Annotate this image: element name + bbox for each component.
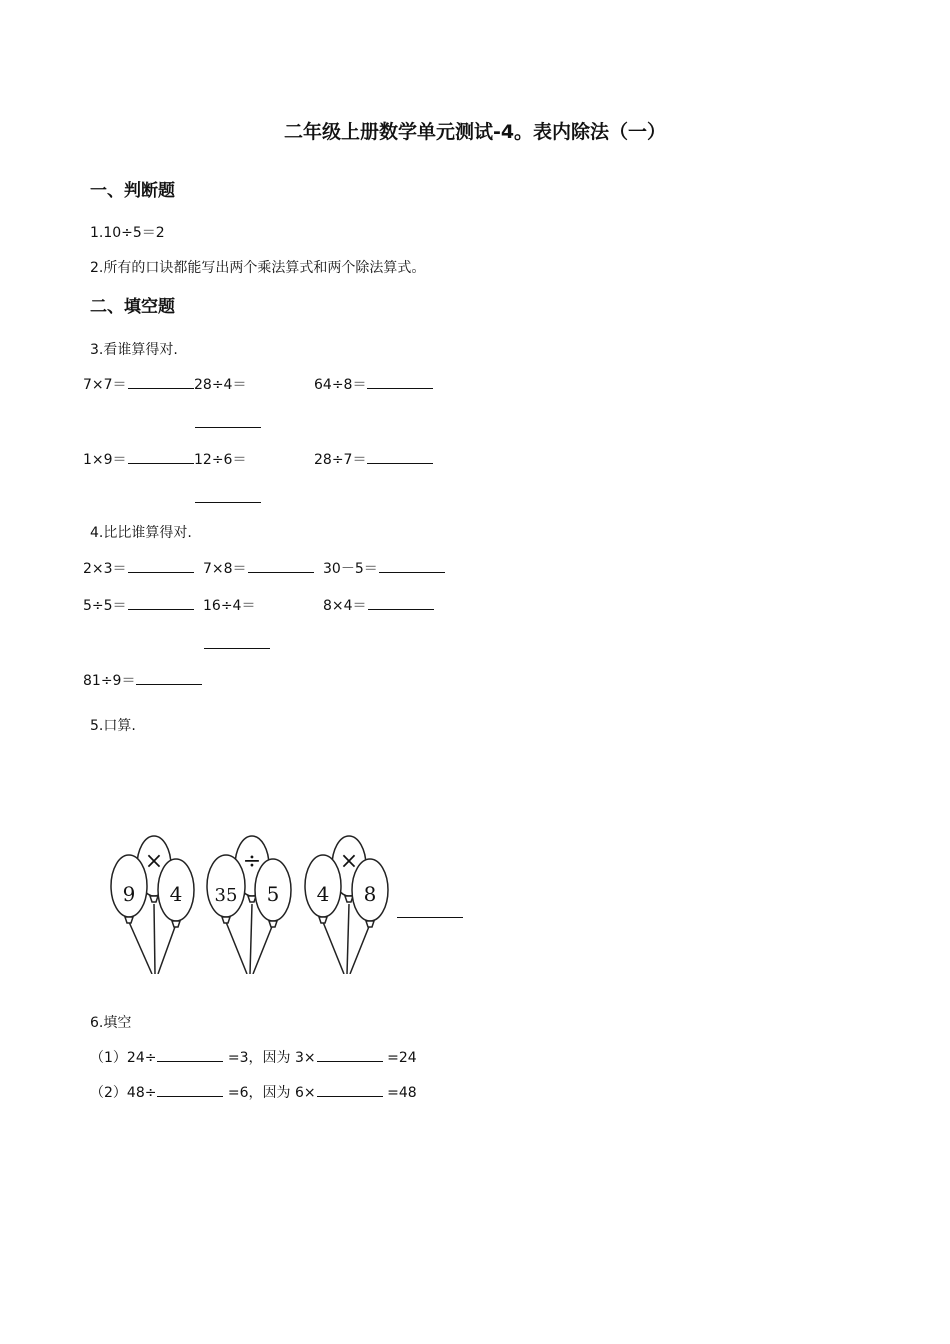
q4-item-text: 8×4＝ [323,598,367,614]
q3-item-text: 7×7＝ [83,377,127,393]
answer-blank[interactable] [248,558,314,573]
balloon-number: 4 [316,882,330,906]
balloon-number: 4 [169,882,183,906]
q4-item [323,558,445,578]
answer-blank[interactable] [157,1082,223,1097]
q3-item [314,449,433,469]
q6-text: =3，因为 3× [227,1050,316,1066]
q4-item-text: 81÷9＝ [83,673,136,689]
q6-text: 48÷ [126,1085,157,1101]
balloon-operator: ÷ [242,849,262,874]
answer-blank[interactable] [128,595,194,610]
question-3-prompt: 3.看谁算得对. [90,342,178,358]
q3-item [194,449,246,469]
balloon-number: 8 [363,882,377,906]
question-2: 2.所有的口诀都能写出两个乘法算式和两个除法算式。 [90,260,426,276]
q4-item [203,595,255,615]
q3-item [83,449,194,469]
question-1: 1.10÷5＝2 [90,225,165,241]
answer-blank[interactable] [317,1047,383,1062]
q3-item [83,374,194,394]
answer-blank[interactable] [397,903,463,918]
q4-item [83,670,202,690]
section-heading-fill: 二、填空题 [90,297,175,317]
q3-item-text: 28÷4＝ [194,377,247,393]
q4-item-text: 30－5＝ [323,561,378,577]
section-heading-judgement: 一、判断题 [90,181,175,201]
q3-item-text: 12÷6＝ [194,452,247,468]
q6-number: （1） [90,1050,127,1066]
q4-item-text: 5÷5＝ [83,598,127,614]
answer-blank[interactable] [367,374,433,389]
q4-item-text: 16÷4＝ [203,598,256,614]
q6-text: =6，因为 6× [227,1085,316,1101]
balloon-number: 35 [214,885,238,906]
q3-item [194,374,246,394]
q4-item [83,595,194,615]
q6-text: =48 [387,1085,417,1101]
question-4-prompt: 4.比比谁算得对. [90,525,192,541]
q4-item-text: 7×8＝ [203,561,247,577]
balloon-number: 9 [122,882,136,906]
answer-blank[interactable] [136,670,202,685]
q6-text: =24 [387,1050,417,1066]
q4-item-text: 2×3＝ [83,561,127,577]
page-title: 二年级上册数学单元测试-4。表内除法（一） [283,121,667,143]
answer-blank[interactable] [157,1047,223,1062]
q6-number: （2） [90,1085,127,1101]
q6-text: 24÷ [126,1050,157,1066]
answer-blank[interactable] [195,488,261,503]
q4-item [83,558,194,578]
q3-item-text: 1×9＝ [83,452,127,468]
question-5-prompt: 5.口算. [90,718,136,734]
answer-blank[interactable] [317,1082,383,1097]
answer-blank[interactable] [128,558,194,573]
answer-blank[interactable] [379,558,445,573]
q3-item-text: 64÷8＝ [314,377,367,393]
answer-blank[interactable] [195,413,261,428]
balloon-figure [100,828,400,974]
answer-blank[interactable] [128,374,194,389]
q4-item [323,595,434,615]
answer-blank[interactable] [368,595,434,610]
balloon-operator: × [144,849,164,874]
answer-blank[interactable] [367,449,433,464]
balloon-operator: × [339,849,359,874]
q4-item [203,558,314,578]
q3-item [314,374,433,394]
q6-line-2 [90,1082,417,1102]
answer-blank[interactable] [128,449,194,464]
question-6-prompt: 6.填空 [90,1015,132,1031]
q3-item-text: 28÷7＝ [314,452,367,468]
q6-line-1 [90,1047,417,1067]
balloon-number: 5 [266,882,280,906]
answer-blank[interactable] [204,634,270,649]
